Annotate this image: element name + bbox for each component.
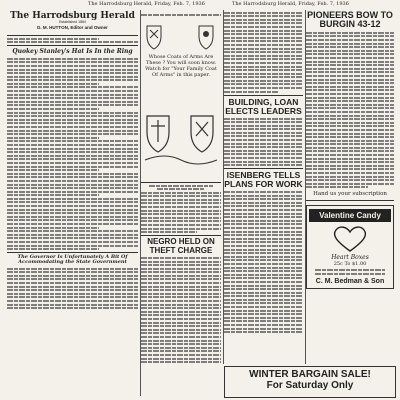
masthead-title: The Harrodsburg Herald — [10, 11, 135, 21]
rule — [7, 35, 138, 36]
middle-right-column — [224, 10, 303, 396]
building-loan-headline: BUILDING, LOAN ELECTS LEADERS — [225, 96, 302, 116]
winter-sale-subtitle: For Saturday Only — [266, 379, 354, 391]
valentine-ad — [306, 205, 394, 289]
coat-of-arms-text: Whose Coats of Arms Are These ? You will soon know. Watch for "Your Family Coat Of Arms" in this paper. — [145, 54, 217, 78]
rule — [7, 252, 138, 253]
negro-headline: NEGRO HELD ON THEFT CHARGE — [147, 237, 215, 255]
running-header — [0, 0, 400, 9]
masthead-editor: D. M. HUTTON, Editor and Owner — [37, 25, 108, 31]
small-article — [141, 185, 221, 233]
rule — [141, 182, 221, 183]
header-right: The Harrodsburg Herald, Friday, Feb. 7, 1936 — [232, 1, 349, 7]
crest-icon — [141, 110, 221, 170]
top-article — [224, 12, 303, 93]
coat-of-arms-icon — [141, 22, 221, 52]
valentine-title: Valentine Candy — [309, 209, 391, 222]
column-rule — [223, 10, 224, 364]
valentine-sub: Heart Boxes — [331, 254, 369, 262]
subscription-text: Hand us your subscription — [313, 191, 387, 198]
header-left: The Harrodsburg Herald, Friday, Feb. 7, 1936 — [88, 1, 205, 7]
rule — [7, 45, 138, 46]
winter-sale-ad — [224, 366, 396, 398]
middle-left-column — [141, 10, 221, 396]
building-loan-body — [224, 118, 303, 167]
pioneers-body — [306, 32, 394, 189]
rule — [224, 168, 303, 169]
isenberg-body — [224, 191, 303, 333]
bedman-name: C. M. Bedman & Son — [315, 278, 385, 286]
editorial-headline-2: The Governor Is Unfortunately A Bit Of Accommodating the State Government — [17, 254, 128, 266]
isenberg-headline: ISENBERG TELLS PLANS FOR WORK — [224, 170, 303, 190]
heart-box-icon — [330, 225, 370, 253]
valentine-price: 25c To $1.00 — [333, 261, 367, 268]
rule — [141, 235, 221, 236]
column-rule — [305, 10, 306, 364]
negro-body — [141, 257, 221, 363]
rule — [224, 95, 303, 96]
winter-sale-title: WINTER BARGAIN SALE! — [249, 369, 371, 380]
column-rule — [140, 10, 141, 396]
pioneers-headline: PIONEERS BOW TO BURGIN 43-12 — [307, 10, 393, 30]
right-column — [306, 10, 394, 396]
editorial-body-1 — [7, 58, 138, 250]
rule — [306, 200, 394, 201]
editorial-headline-1: Quokey Stanley's Hat Is In the Ring — [12, 48, 133, 56]
masthead-subtitle: Established 1884 — [59, 20, 86, 25]
editorial-body-2 — [7, 268, 138, 310]
coat-of-arms-ad — [141, 10, 221, 180]
editorial-column — [7, 10, 138, 396]
